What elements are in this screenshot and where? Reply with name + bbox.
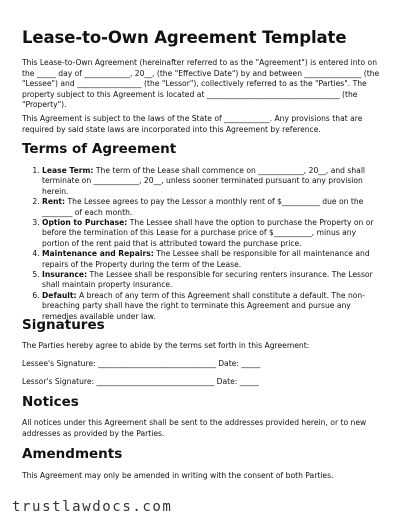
- term-label: Lease Term:: [42, 166, 94, 175]
- term-item: [42, 197, 384, 218]
- signatures-heading: Signatures: [22, 317, 105, 333]
- intro-paragraph: This Lease-to-Own Agreement (hereinafter referred to as the "Agreement") is entered into on the _____ day of ____________, 20__, (the "Effective Date") by and between _______________ (the "Lessee") and _________________ (the "Lessor"), collectively referred to as the "Parties". The property subject to this Agreement is located at ___________________________________ (the "Property").: [22, 58, 380, 110]
- terms-heading: Terms of Agreement: [22, 141, 177, 157]
- term-label: Rent:: [42, 197, 66, 207]
- term-label: Insurance:: [42, 270, 88, 280]
- term-text: The Lessee shall have the option to purchase the Property on or before the termination of this Lease for a purchase price of $__________, minus any portion of the rent paid that is attributed toward the purchase price.: [42, 218, 374, 248]
- page-title: Lease-to-Own Agreement Template: [22, 28, 347, 47]
- term-item: [42, 166, 384, 197]
- term-item: [42, 270, 384, 291]
- lessee-signature-line: Lessee's Signature: _______________________________ Date: _____: [22, 359, 261, 368]
- notices-text: All notices under this Agreement shall be sent to the addresses provided herein, or to new addresses as provided by the Parties.: [22, 418, 367, 438]
- term-label: Option to Purchase:: [42, 218, 128, 228]
- term-label: Maintenance and Repairs:: [42, 249, 154, 259]
- term-text: A breach of any term of this Agreement shall constitute a default. The non-breaching party shall have the right to terminate this Agreement and pursue any remedies available under law.: [42, 290, 365, 321]
- term-text: The Lessee agrees to pay the Lessor a monthly rent of $__________ due on the ________ of each month.: [42, 197, 364, 217]
- term-text: The term of the Lease shall commence on ____________, 20__, and shall terminate on ____________, 20__, unless sooner terminated pursuant to any provision herein.: [42, 166, 366, 196]
- term-text: The Lessee shall be responsible for securing renters insurance. The Lessor shall maintain property insurance.: [42, 270, 373, 290]
- footer-watermark: trustlawdocs.com: [12, 499, 173, 515]
- term-text: The Lessee shall be responsible for all maintenance and repairs of the Property during the term of the Lease.: [42, 249, 370, 269]
- term-item: [42, 249, 384, 270]
- terms-list: [22, 166, 384, 322]
- lessor-signature-line: Lessor's Signature: _______________________________ Date: _____: [22, 377, 259, 386]
- term-item: [42, 218, 384, 249]
- notices-heading: Notices: [22, 394, 79, 410]
- term-label: Default:: [42, 290, 77, 300]
- amendments-text: This Agreement may only be amended in writing with the consent of both Parties.: [22, 471, 334, 480]
- amendments-heading: Amendments: [22, 446, 123, 462]
- governing-law-paragraph: This Agreement is subject to the laws of the State of ____________. Any provisions that are required by said state laws are incorporated into this Agreement by reference.: [22, 114, 363, 134]
- signatures-intro: The Parties hereby agree to abide by the terms set forth in this Agreement:: [22, 341, 310, 350]
